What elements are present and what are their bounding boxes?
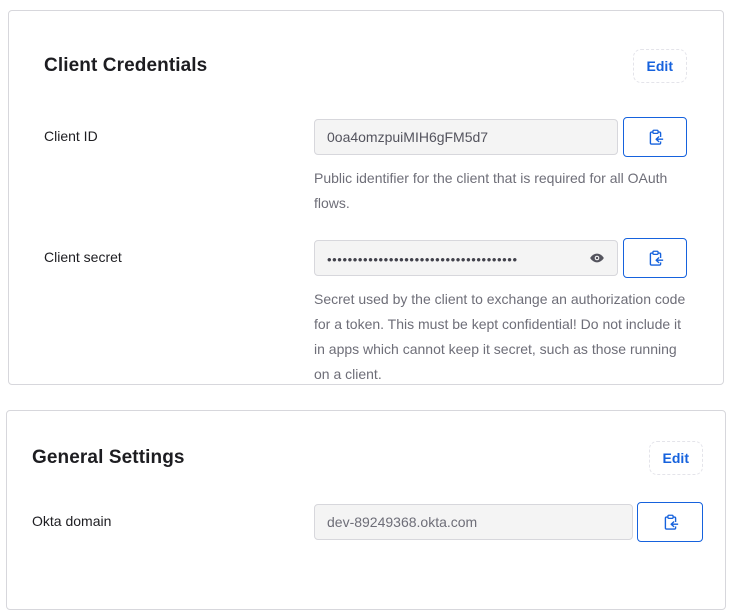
general-settings-title: General Settings (32, 447, 185, 468)
client-credentials-header (44, 49, 687, 83)
client-credentials-title: Client Credentials (44, 55, 208, 76)
show-client-secret-button[interactable] (583, 250, 605, 266)
client-secret-masked-value: ••••••••••••••••••••••••••••••••••••• (327, 251, 518, 267)
general-settings-header (32, 441, 703, 475)
clipboard-copy-icon (647, 129, 664, 146)
okta-domain-input[interactable] (314, 504, 633, 540)
client-secret-help-text: Secret used by the client to exchange an authorization code for a token. This must be kept confidential! Do not include it in apps which cannot keep it secret, such as those running on a client. (314, 291, 686, 382)
client-credentials-panel (8, 10, 724, 385)
okta-domain-row (32, 502, 703, 542)
okta-domain-label: Okta domain (32, 513, 112, 529)
client-secret-input[interactable] (314, 240, 618, 276)
clipboard-copy-icon (662, 514, 679, 531)
client-id-help-text: Public identifier for the client that is required for all OAuth flows. (314, 170, 668, 211)
copy-client-secret-button[interactable] (623, 238, 687, 278)
eye-icon (589, 250, 605, 266)
client-id-input[interactable] (314, 119, 618, 155)
client-secret-label: Client secret (44, 249, 122, 265)
edit-client-credentials-button[interactable]: Edit (633, 49, 687, 83)
client-id-row (44, 117, 687, 216)
copy-okta-domain-button[interactable] (637, 502, 703, 542)
client-id-label: Client ID (44, 128, 98, 144)
client-secret-row (44, 238, 687, 387)
clipboard-copy-icon (647, 250, 664, 267)
okta-domain-value: dev-89249368.okta.com (327, 514, 478, 530)
client-id-value: 0oa4omzpuiMIH6gFM5d7 (327, 129, 489, 145)
general-settings-panel (6, 410, 726, 610)
edit-general-settings-button[interactable]: Edit (649, 441, 703, 475)
copy-client-id-button[interactable] (623, 117, 687, 157)
